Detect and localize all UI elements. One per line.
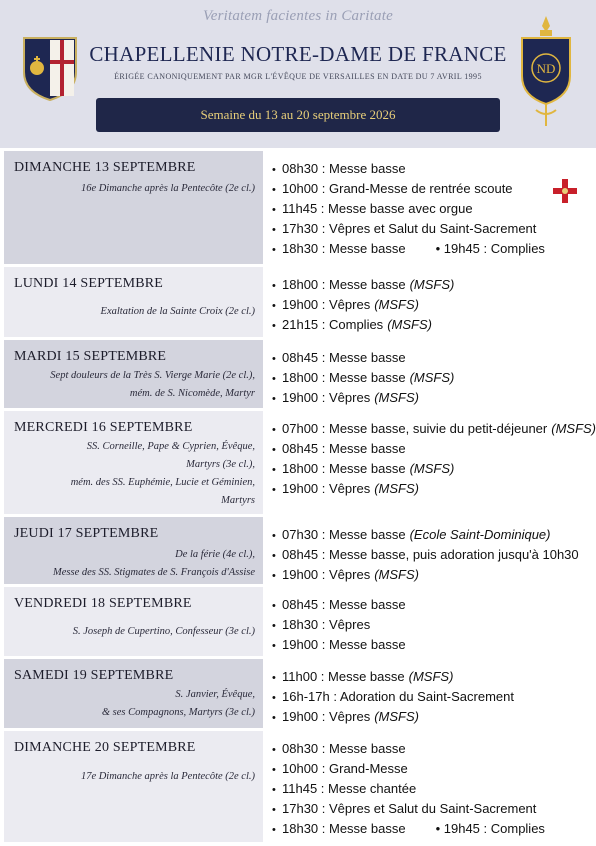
time-separator: : xyxy=(318,527,329,542)
service-time: 18h30 xyxy=(282,241,319,256)
day-cell xyxy=(4,587,263,656)
service-label: Vêpres xyxy=(329,709,371,724)
liturgical-note: Martyrs xyxy=(221,495,255,506)
day-row xyxy=(0,517,596,584)
crest-monogram: ND xyxy=(536,61,556,76)
time-separator: : xyxy=(318,390,329,405)
time-separator: : xyxy=(318,617,329,632)
service-label: Messe basse xyxy=(329,821,406,836)
service-time: 19h00 xyxy=(282,637,319,652)
notre-dame-crest-icon xyxy=(516,14,576,130)
service-item xyxy=(272,419,596,439)
service-label: Adoration du Saint-Sacrement xyxy=(339,689,514,704)
page-subtitle: ÉRIGÉE CANONIQUEMENT PAR MGR L'ÉVÊQUE DE VERSAILLES EN DATE DU 7 AVRIL 1995 xyxy=(114,72,482,81)
day-cell xyxy=(4,411,263,514)
service-time: 07h00 xyxy=(282,421,319,436)
service-list xyxy=(272,159,545,259)
page-title: CHAPELLENIE NOTRE-DAME DE FRANCE xyxy=(89,42,507,66)
service-time: 18h30 xyxy=(282,617,319,632)
service-location-note: (MSFS) xyxy=(409,370,455,385)
time-separator: : xyxy=(317,781,329,796)
time-separator: : xyxy=(318,317,329,332)
service-time: 08h30 xyxy=(282,741,319,756)
liturgical-note: mém. des SS. Euphémie, Lucie et Géminien, xyxy=(70,477,255,488)
day-row xyxy=(0,267,596,337)
bullet-icon: • xyxy=(272,824,276,836)
bullet-icon: • xyxy=(272,353,276,365)
service-label: Messe basse xyxy=(329,277,406,292)
service-location-note: (Ecole Saint-Dominique) xyxy=(409,527,551,542)
service-list xyxy=(272,739,545,839)
service-time: 18h00 xyxy=(282,461,319,476)
service-time: 08h45 xyxy=(282,597,319,612)
day-cell xyxy=(4,659,263,728)
liturgical-note: Messe des SS. Stigmates de S. François d'Assise xyxy=(52,567,255,578)
service-label: Messe basse xyxy=(329,741,406,756)
bullet-icon: • xyxy=(272,692,276,704)
bullet-icon: • xyxy=(272,244,276,256)
bullet-icon: • xyxy=(272,164,276,176)
service-label: Complies xyxy=(329,317,384,332)
time-separator: : xyxy=(329,689,340,704)
day-name: VENDREDI 18 SEPTEMBRE xyxy=(14,596,192,611)
bullet-icon: • xyxy=(272,804,276,816)
time-separator: : xyxy=(318,637,329,652)
service-label: Vêpres xyxy=(329,617,371,632)
service-label: Vêpres et Salut du Saint-Sacrement xyxy=(329,221,537,236)
service-location-note: (MSFS) xyxy=(387,317,432,332)
scout-cross-icon xyxy=(552,178,578,204)
time-separator: : xyxy=(318,481,329,496)
service-label: Messe basse, suivie du petit-déjeuner xyxy=(329,421,548,436)
day-name: MERCREDI 16 SEPTEMBRE xyxy=(14,420,193,435)
service-location-note: (MSFS) xyxy=(374,481,419,496)
service-label: Messe chantée xyxy=(328,781,417,796)
service-location-note: (MSFS) xyxy=(408,669,454,684)
service-time: 18h00 xyxy=(282,370,319,385)
bullet-icon: • xyxy=(272,320,276,332)
time-separator: : xyxy=(318,370,329,385)
service-time: 11h00 xyxy=(282,669,318,684)
time-separator: : xyxy=(318,597,329,612)
liturgical-note: Sept douleurs de la Très S. Vierge Marie (2e cl.), xyxy=(50,370,255,381)
service-time: 08h45 xyxy=(282,441,319,456)
liturgical-note: De la férie (4e cl.), xyxy=(175,549,255,560)
bullet-icon: • xyxy=(272,784,276,796)
service-label: Messe basse xyxy=(329,350,406,365)
time-separator: : xyxy=(318,821,329,836)
week-label: Semaine du 13 au 20 septembre 2026 xyxy=(200,107,396,122)
service-time: 18h30 xyxy=(282,821,319,836)
service-item xyxy=(272,348,454,368)
service-location-note: (MSFS) xyxy=(551,421,596,436)
service-location-note: (MSFS) xyxy=(374,567,419,582)
service-item xyxy=(272,368,454,388)
service-item xyxy=(272,315,454,335)
service-item xyxy=(272,799,545,819)
service-item xyxy=(272,239,545,259)
service-time: 11h45 xyxy=(282,201,318,216)
service-time: 10h00 xyxy=(282,761,319,776)
bullet-icon: • xyxy=(272,393,276,405)
bullet-icon: • xyxy=(272,484,276,496)
time-separator: : xyxy=(318,801,329,816)
day-row xyxy=(0,587,596,656)
service-item xyxy=(272,439,596,459)
time-separator: : xyxy=(318,161,329,176)
bullet-icon: • xyxy=(272,620,276,632)
bullet-icon: • xyxy=(272,712,276,724)
service-label: Messe basse xyxy=(329,637,406,652)
time-separator: : xyxy=(318,221,329,236)
service-time: 19h00 xyxy=(282,567,319,582)
service-time: 18h00 xyxy=(282,277,319,292)
service-item xyxy=(272,739,545,759)
service-time: 19h00 xyxy=(282,709,319,724)
liturgical-note: 16e Dimanche après la Pentecôte (2e cl.) xyxy=(80,183,255,194)
time-separator: : xyxy=(318,350,329,365)
time-separator: : xyxy=(318,181,329,196)
day-row xyxy=(0,731,596,842)
service-time: 21h15 xyxy=(282,317,319,332)
service-time: 08h45 xyxy=(282,350,319,365)
service-time: 16h-17h xyxy=(282,689,330,704)
service-label: Messe basse xyxy=(329,161,406,176)
bullet-icon: • xyxy=(272,464,276,476)
service-item xyxy=(272,219,545,239)
service-time: 19h00 xyxy=(282,297,319,312)
day-name: LUNDI 14 SEPTEMBRE xyxy=(14,276,164,291)
service-item xyxy=(272,779,545,799)
day-cell xyxy=(4,731,263,842)
service-label: Messe basse, puis adoration jusqu'à 10h30 xyxy=(329,547,579,562)
liturgical-note: 17e Dimanche après la Pentecôte (2e cl.) xyxy=(80,771,255,782)
time-separator: : xyxy=(318,241,329,256)
liturgical-note: SS. Corneille, Pape & Cyprien, Évêque, xyxy=(86,441,255,452)
time-separator: : xyxy=(318,709,329,724)
service-item xyxy=(272,759,545,779)
bullet-icon: • xyxy=(272,550,276,562)
service-location-note: (MSFS) xyxy=(409,461,455,476)
bullet-icon: • xyxy=(272,224,276,236)
service-time: 08h30 xyxy=(282,161,319,176)
service-label: Messe basse xyxy=(329,241,406,256)
day-cell xyxy=(4,267,263,337)
service-label: Vêpres xyxy=(329,481,371,496)
service-label: Messe basse xyxy=(329,441,406,456)
bullet-icon: • xyxy=(272,373,276,385)
bullet-icon: • xyxy=(272,280,276,292)
bullet-icon: • xyxy=(272,600,276,612)
motto: Veritatem facientes in Caritate xyxy=(203,8,393,24)
service-item xyxy=(272,595,406,615)
service-list xyxy=(272,348,454,408)
service-time: 10h00 xyxy=(282,181,319,196)
service-location-note: (MSFS) xyxy=(374,709,419,724)
service-extra: • 19h45 : Complies xyxy=(435,821,545,836)
service-item xyxy=(272,159,545,179)
service-item xyxy=(272,525,579,545)
service-item xyxy=(272,388,454,408)
time-separator: : xyxy=(318,741,329,756)
liturgical-note: Martyrs (3e cl.), xyxy=(186,459,255,470)
service-label: Messe basse xyxy=(329,527,406,542)
service-item xyxy=(272,199,545,219)
service-label: Vêpres xyxy=(329,567,371,582)
bullet-icon: • xyxy=(272,424,276,436)
day-name: DIMANCHE 20 SEPTEMBRE xyxy=(14,740,196,755)
service-label: Messe basse avec orgue xyxy=(328,201,473,216)
liturgical-note: Exaltation de la Sainte Croix (2e cl.) xyxy=(100,306,255,317)
bullet-icon: • xyxy=(272,444,276,456)
day-cell xyxy=(4,151,263,264)
service-item xyxy=(272,667,514,687)
bullet-icon: • xyxy=(272,640,276,652)
service-list xyxy=(272,419,596,499)
bullet-icon: • xyxy=(272,300,276,312)
service-label: Grand-Messe xyxy=(329,761,408,776)
service-item xyxy=(272,459,596,479)
service-label: Vêpres xyxy=(329,297,371,312)
day-name: MARDI 15 SEPTEMBRE xyxy=(14,349,167,364)
page-header xyxy=(0,0,596,148)
service-location-note: (MSFS) xyxy=(374,390,419,405)
service-time: 19h00 xyxy=(282,390,319,405)
time-separator: : xyxy=(318,277,329,292)
service-item xyxy=(272,635,406,655)
service-time: 17h30 xyxy=(282,801,319,816)
service-item xyxy=(272,275,454,295)
service-list xyxy=(272,667,514,727)
service-item xyxy=(272,479,596,499)
service-location-note: (MSFS) xyxy=(374,297,419,312)
service-label: Messe basse xyxy=(328,669,405,684)
day-name: SAMEDI 19 SEPTEMBRE xyxy=(14,668,174,683)
day-row xyxy=(0,659,596,728)
service-location-note: (MSFS) xyxy=(409,277,455,292)
service-label: Messe basse xyxy=(329,461,406,476)
bullet-icon: • xyxy=(272,744,276,756)
day-row xyxy=(0,340,596,408)
service-list xyxy=(272,595,406,655)
service-time: 07h30 xyxy=(282,527,319,542)
service-extra: • 19h45 : Complies xyxy=(435,241,545,256)
service-item xyxy=(272,707,514,727)
bullet-icon: • xyxy=(272,204,276,216)
liturgical-note: S. Janvier, Évêque, xyxy=(175,689,255,700)
time-separator: : xyxy=(317,201,329,216)
bullet-icon: • xyxy=(272,184,276,196)
bullet-icon: • xyxy=(272,530,276,542)
time-separator: : xyxy=(318,441,329,456)
service-label: Vêpres xyxy=(329,390,371,405)
service-time: 11h45 xyxy=(282,781,318,796)
service-time: 19h00 xyxy=(282,481,319,496)
service-item xyxy=(272,565,579,585)
service-time: 17h30 xyxy=(282,221,319,236)
time-separator: : xyxy=(318,547,329,562)
week-banner xyxy=(96,98,500,132)
time-separator: : xyxy=(318,461,329,476)
liturgical-note: & ses Compagnons, Martyrs (3e cl.) xyxy=(101,707,255,718)
service-label: Grand-Messe de rentrée scoute xyxy=(329,181,513,196)
coat-of-arms-icon xyxy=(20,34,80,104)
service-item xyxy=(272,295,454,315)
day-row xyxy=(0,411,596,514)
day-cell xyxy=(4,340,263,408)
service-label: Messe basse xyxy=(329,370,406,385)
service-item xyxy=(272,819,545,839)
service-item xyxy=(272,545,579,565)
liturgical-note: mém. de S. Nicomède, Martyr xyxy=(129,388,255,399)
service-list xyxy=(272,275,454,335)
time-separator: : xyxy=(318,421,329,436)
time-separator: : xyxy=(318,297,329,312)
day-cell xyxy=(4,517,263,584)
time-separator: : xyxy=(318,761,329,776)
service-label: Messe basse xyxy=(329,597,406,612)
service-item xyxy=(272,687,514,707)
service-label: Vêpres et Salut du Saint-Sacrement xyxy=(329,801,537,816)
bullet-icon: • xyxy=(272,764,276,776)
day-name: DIMANCHE 13 SEPTEMBRE xyxy=(14,160,196,175)
day-row xyxy=(0,151,596,264)
service-time: 08h45 xyxy=(282,547,319,562)
service-list xyxy=(272,525,579,585)
time-separator: : xyxy=(318,567,329,582)
liturgical-note: S. Joseph de Cupertino, Confesseur (3e cl.) xyxy=(72,626,255,637)
service-item xyxy=(272,615,406,635)
bullet-icon: • xyxy=(272,672,276,684)
time-separator: : xyxy=(317,669,329,684)
bullet-icon: • xyxy=(272,570,276,582)
day-name: JEUDI 17 SEPTEMBRE xyxy=(14,526,159,541)
service-item xyxy=(272,179,545,199)
